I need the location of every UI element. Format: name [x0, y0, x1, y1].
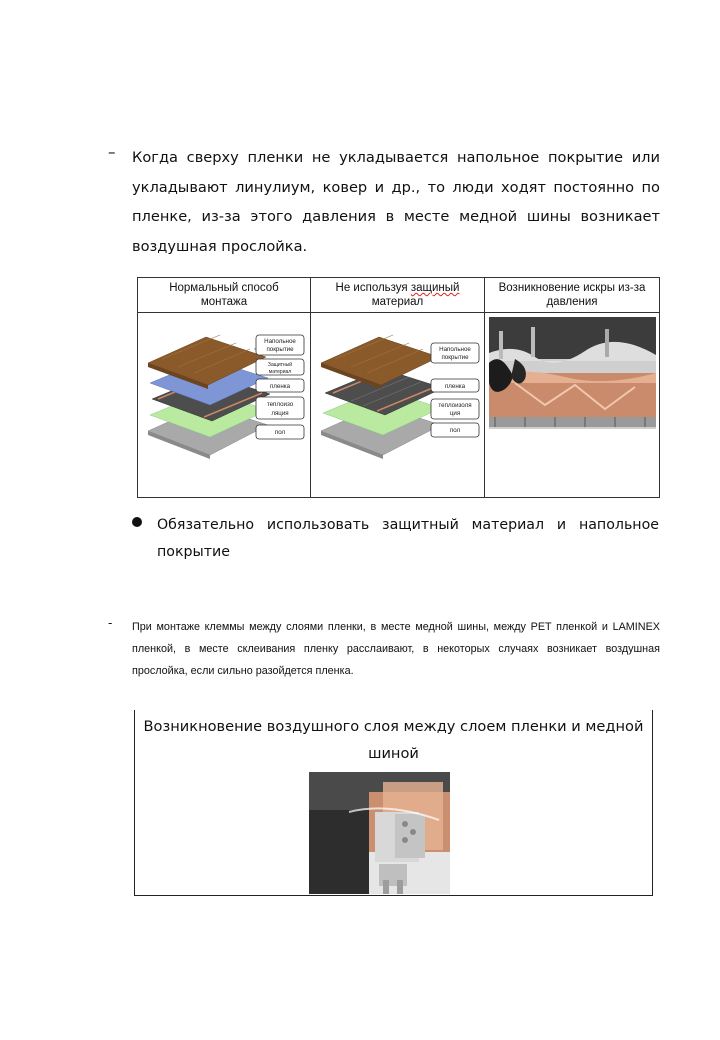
- spark-photo: [485, 313, 660, 493]
- label2-flooring-line2: покрытие: [441, 354, 469, 361]
- label-flooring-line2: покрытие: [266, 346, 294, 353]
- layer-diagram-normal: [138, 313, 311, 498]
- header-spark-pressure: Возникновение искры из-за давления: [485, 278, 660, 313]
- paragraph-1-text: Когда сверху пленки не укладывается напольное покрытие или укладывают линулиум, ковер и др., то люди ходят постоянно по пленке, из-за этого давления в месте медной шины возникает воздушная прослойка.: [132, 149, 660, 255]
- dash-marker-2: -: [108, 616, 113, 630]
- paragraph-1: [108, 143, 660, 261]
- air-layer-photo: [309, 772, 450, 894]
- label-insulation-line1: теплоизо: [266, 401, 294, 408]
- spark-photo-cell: [485, 313, 660, 498]
- label-protective-line1: Защитный: [267, 362, 293, 368]
- label-protective-line2: материал: [268, 369, 292, 375]
- layer-diagram-no-protective: [311, 313, 485, 498]
- label-flooring-line1: Напольное: [264, 338, 296, 345]
- bullet-item: [132, 512, 659, 566]
- label2-floor: пол: [449, 427, 461, 434]
- label2-insulation-line1: теплоизоля: [438, 402, 472, 409]
- figure-1-table: [137, 277, 660, 498]
- header-no-protective-material: Не используя защиный материал: [311, 278, 485, 313]
- label-floor: пол: [274, 429, 286, 436]
- bullet-dot-icon: [132, 517, 142, 527]
- label2-insulation-line2: ция: [449, 410, 461, 417]
- dash-marker: –: [108, 143, 116, 161]
- label-insulation-line2: ляция: [271, 410, 289, 417]
- figure-2-box: [134, 710, 653, 896]
- layer-illustration-normal: [138, 313, 311, 493]
- figure-2-caption: Возникновение воздушного слоя между слоем пленки и медной шиной: [143, 718, 644, 762]
- layer-illustration-no-protective: [311, 313, 485, 493]
- label2-flooring-line1: Напольное: [439, 346, 471, 353]
- label2-film: пленка: [444, 383, 466, 390]
- paragraph-2: [108, 616, 660, 682]
- label-film: пленка: [269, 383, 291, 390]
- paragraph-2-text: При монтаже клеммы между слоями пленки, в месте медной шины, между PET пленкой и LAMINEX пленкой, в месте склеивания пленку расслаивают, в некоторых случаях возникает воздушная прослойка, если сильно разойдется пленка.: [132, 621, 660, 677]
- bullet-text: Обязательно использовать защитный материал и напольное покрытие: [157, 517, 659, 560]
- header-normal-installation: Нормальный способ монтажа: [138, 278, 311, 313]
